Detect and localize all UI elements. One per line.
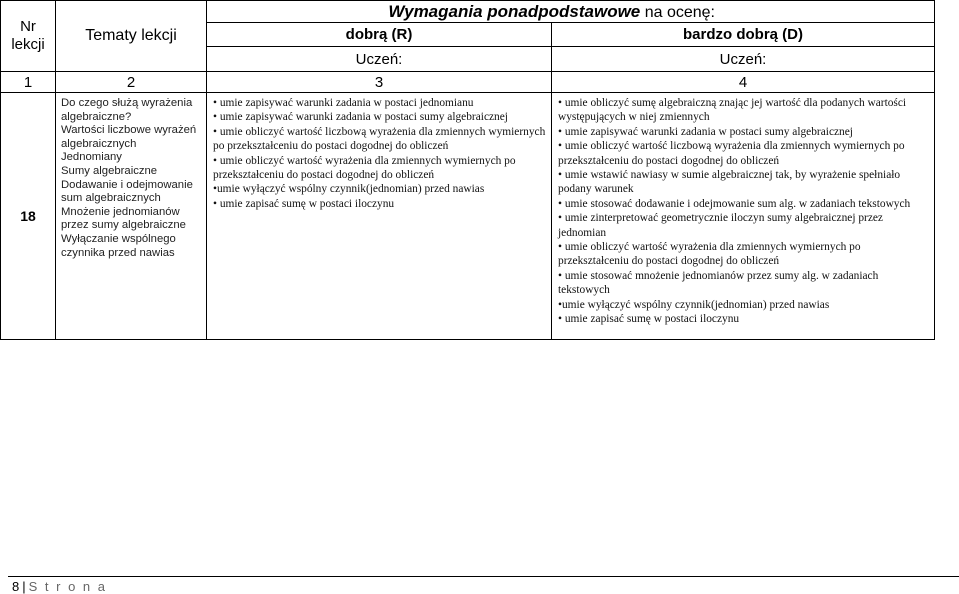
requirements-suffix: na ocenę: <box>644 3 715 21</box>
topic-line: Wyłączanie wspólnego <box>61 232 176 245</box>
requirement-item: • umie zapisywać warunki zadania w postaci jednomianu <box>213 97 474 109</box>
requirement-item: • umie zapisywać warunki zadania w postaci sumy algebraicznej <box>558 125 853 138</box>
header-lesson-number <box>1 1 56 72</box>
footer-label: S t r o n a <box>28 579 107 594</box>
topic-line: przez sumy algebraiczne <box>61 219 186 232</box>
lesson-topics <box>56 93 207 340</box>
header-nr-line2: lekcji <box>11 36 45 53</box>
requirement-item: • umie obliczyć wartość liczbową wyrażenia dla zmiennych wymiernych po przekształceniu do postaci dogodnej do obliczeń <box>558 140 905 167</box>
topic-line: Do czego służą wyrażenia <box>61 97 193 109</box>
topic-line: czynnika przed nawias <box>61 246 175 259</box>
column-number-4: 4 <box>552 72 935 93</box>
header-topics: Tematy lekcji <box>56 1 207 72</box>
requirements-very-good <box>552 93 935 340</box>
footer-divider <box>8 576 959 577</box>
topic-line: Mnożenie jednomianów <box>61 205 180 218</box>
topic-line: Jednomiany <box>61 151 122 164</box>
requirement-item: • umie zapisywać warunki zadania w postaci sumy algebraicznej <box>213 111 508 124</box>
requirements-good <box>207 93 552 340</box>
header-requirements <box>207 1 935 23</box>
requirement-item: • umie obliczyć wartość wyrażenia dla zmiennych wymiernych po przekształceniu do postaci dogodnej do obliczeń <box>558 241 861 268</box>
requirement-item: • umie stosować mnożenie jednomianów przez sumy alg. w zadaniach tekstowych <box>558 269 879 297</box>
header-nr-line1: Nr <box>20 18 36 35</box>
topic-line: Dodawanie i odejmowanie <box>61 178 193 191</box>
table-row <box>1 93 935 340</box>
topic-line: algebraiczne? <box>61 110 132 123</box>
grade-very-good: bardzo dobrą (D) <box>552 23 935 47</box>
student-good: Uczeń: <box>207 47 552 72</box>
requirement-item: •umie wyłączyć wspólny czynnik(jednomian) przed nawias <box>213 183 485 196</box>
footer-separator: | <box>22 579 26 594</box>
requirement-item: • umie obliczyć sumę algebraiczną znając jej wartość dla podanych wartości występujących w niej zmiennych <box>558 97 907 124</box>
requirement-item: • umie zapisać sumę w postaci iloczynu <box>558 313 740 326</box>
requirement-item: • umie stosować dodawanie i odejmowanie sum alg. w zadaniach tekstowych <box>558 197 911 210</box>
topic-line: sum algebraicznych <box>61 192 161 205</box>
column-number-3: 3 <box>207 72 552 93</box>
student-very-good: Uczeń: <box>552 47 935 72</box>
page-footer <box>12 579 107 594</box>
requirements-title: Wymagania ponadpodstawowe <box>388 1 641 21</box>
topic-line: Sumy algebraiczne <box>61 164 158 177</box>
grade-good: dobrą (R) <box>207 23 552 47</box>
requirement-item: • umie zinterpretować geometrycznie iloczyn sumy algebraicznej przez jednomian <box>558 212 883 239</box>
requirement-item: •umie wyłączyć wspólny czynnik(jednomian) przed nawias <box>558 298 830 311</box>
requirement-item: • umie obliczyć wartość liczbową wyrażenia dla zmiennych wymiernych po przekształceniu do postaci dogodnej do obliczeń <box>213 125 546 153</box>
page-number: 8 <box>12 579 20 594</box>
topic-line: Wartości liczbowe wyrażeń <box>61 124 197 137</box>
requirement-item: • umie obliczyć wartość wyrażenia dla zmiennych wymiernych po przekształceniu do postaci dogodnej do obliczeń <box>213 154 516 182</box>
column-number-1: 1 <box>1 72 56 93</box>
topic-line: algebraicznych <box>61 137 137 150</box>
column-number-2: 2 <box>56 72 207 93</box>
lesson-number: 18 <box>1 93 56 340</box>
requirement-item: • umie zapisać sumę w postaci iloczynu <box>213 197 395 210</box>
requirement-item: • umie wstawić nawiasy w sumie algebraicznej tak, by wyrażenie spełniało podany warunek <box>558 169 901 196</box>
